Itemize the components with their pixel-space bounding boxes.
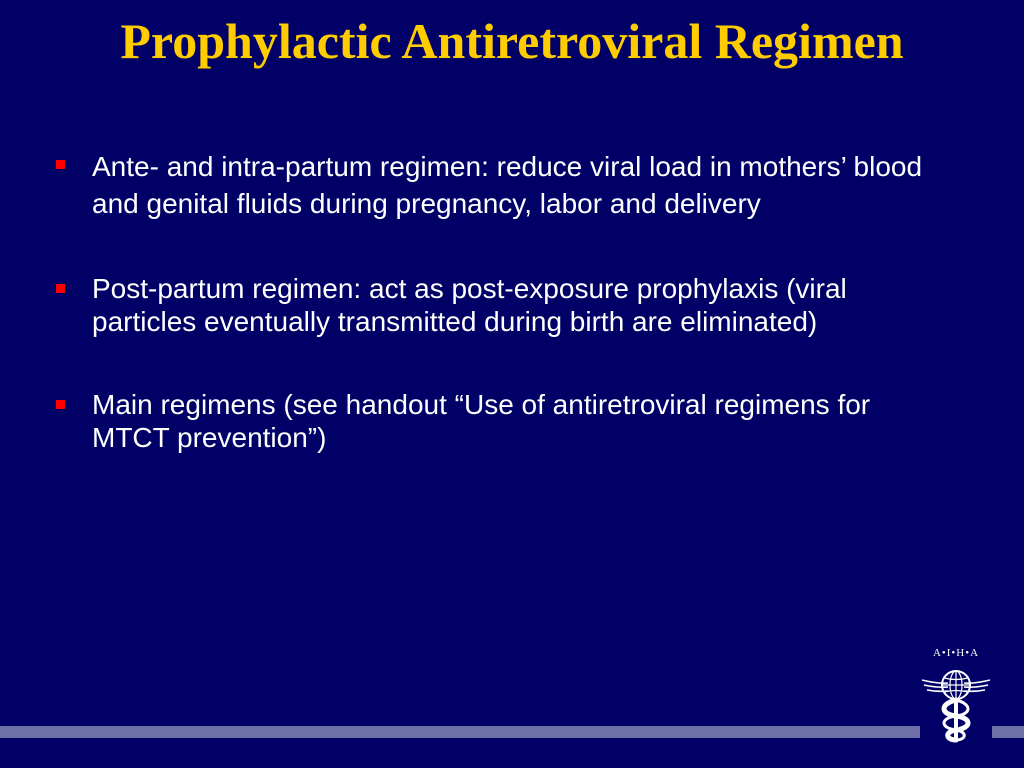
bullet-text: Post-partum regimen: act as post-exposure prophylaxis (viral particles eventually transmitted during birth are eliminated)	[92, 273, 847, 337]
footer-bar-right	[992, 726, 1024, 738]
bullet-list	[54, 148, 954, 454]
bullet-square-icon	[56, 400, 65, 409]
bullet-square-icon	[56, 284, 65, 293]
bullet-text: Ante- and intra-partum regimen: reduce viral load in mothers’ blood and genital fluids during pregnancy, labor and delivery	[92, 151, 923, 219]
footer-bar-left	[0, 726, 920, 738]
logo-text: A•I•H•A	[932, 647, 980, 659]
bullet-text: Main regimens (see handout “Use of antiretroviral regimens for MTCT prevention”)	[92, 389, 871, 453]
slide-title: Prophylactic Antiretroviral Regimen	[120, 13, 904, 69]
bullet-item	[54, 272, 954, 338]
bullet-square-icon	[56, 160, 65, 169]
bullet-item	[54, 388, 954, 454]
globe-caduceus-icon	[918, 658, 994, 744]
bullet-item	[54, 148, 954, 222]
aiha-logo	[918, 646, 994, 744]
